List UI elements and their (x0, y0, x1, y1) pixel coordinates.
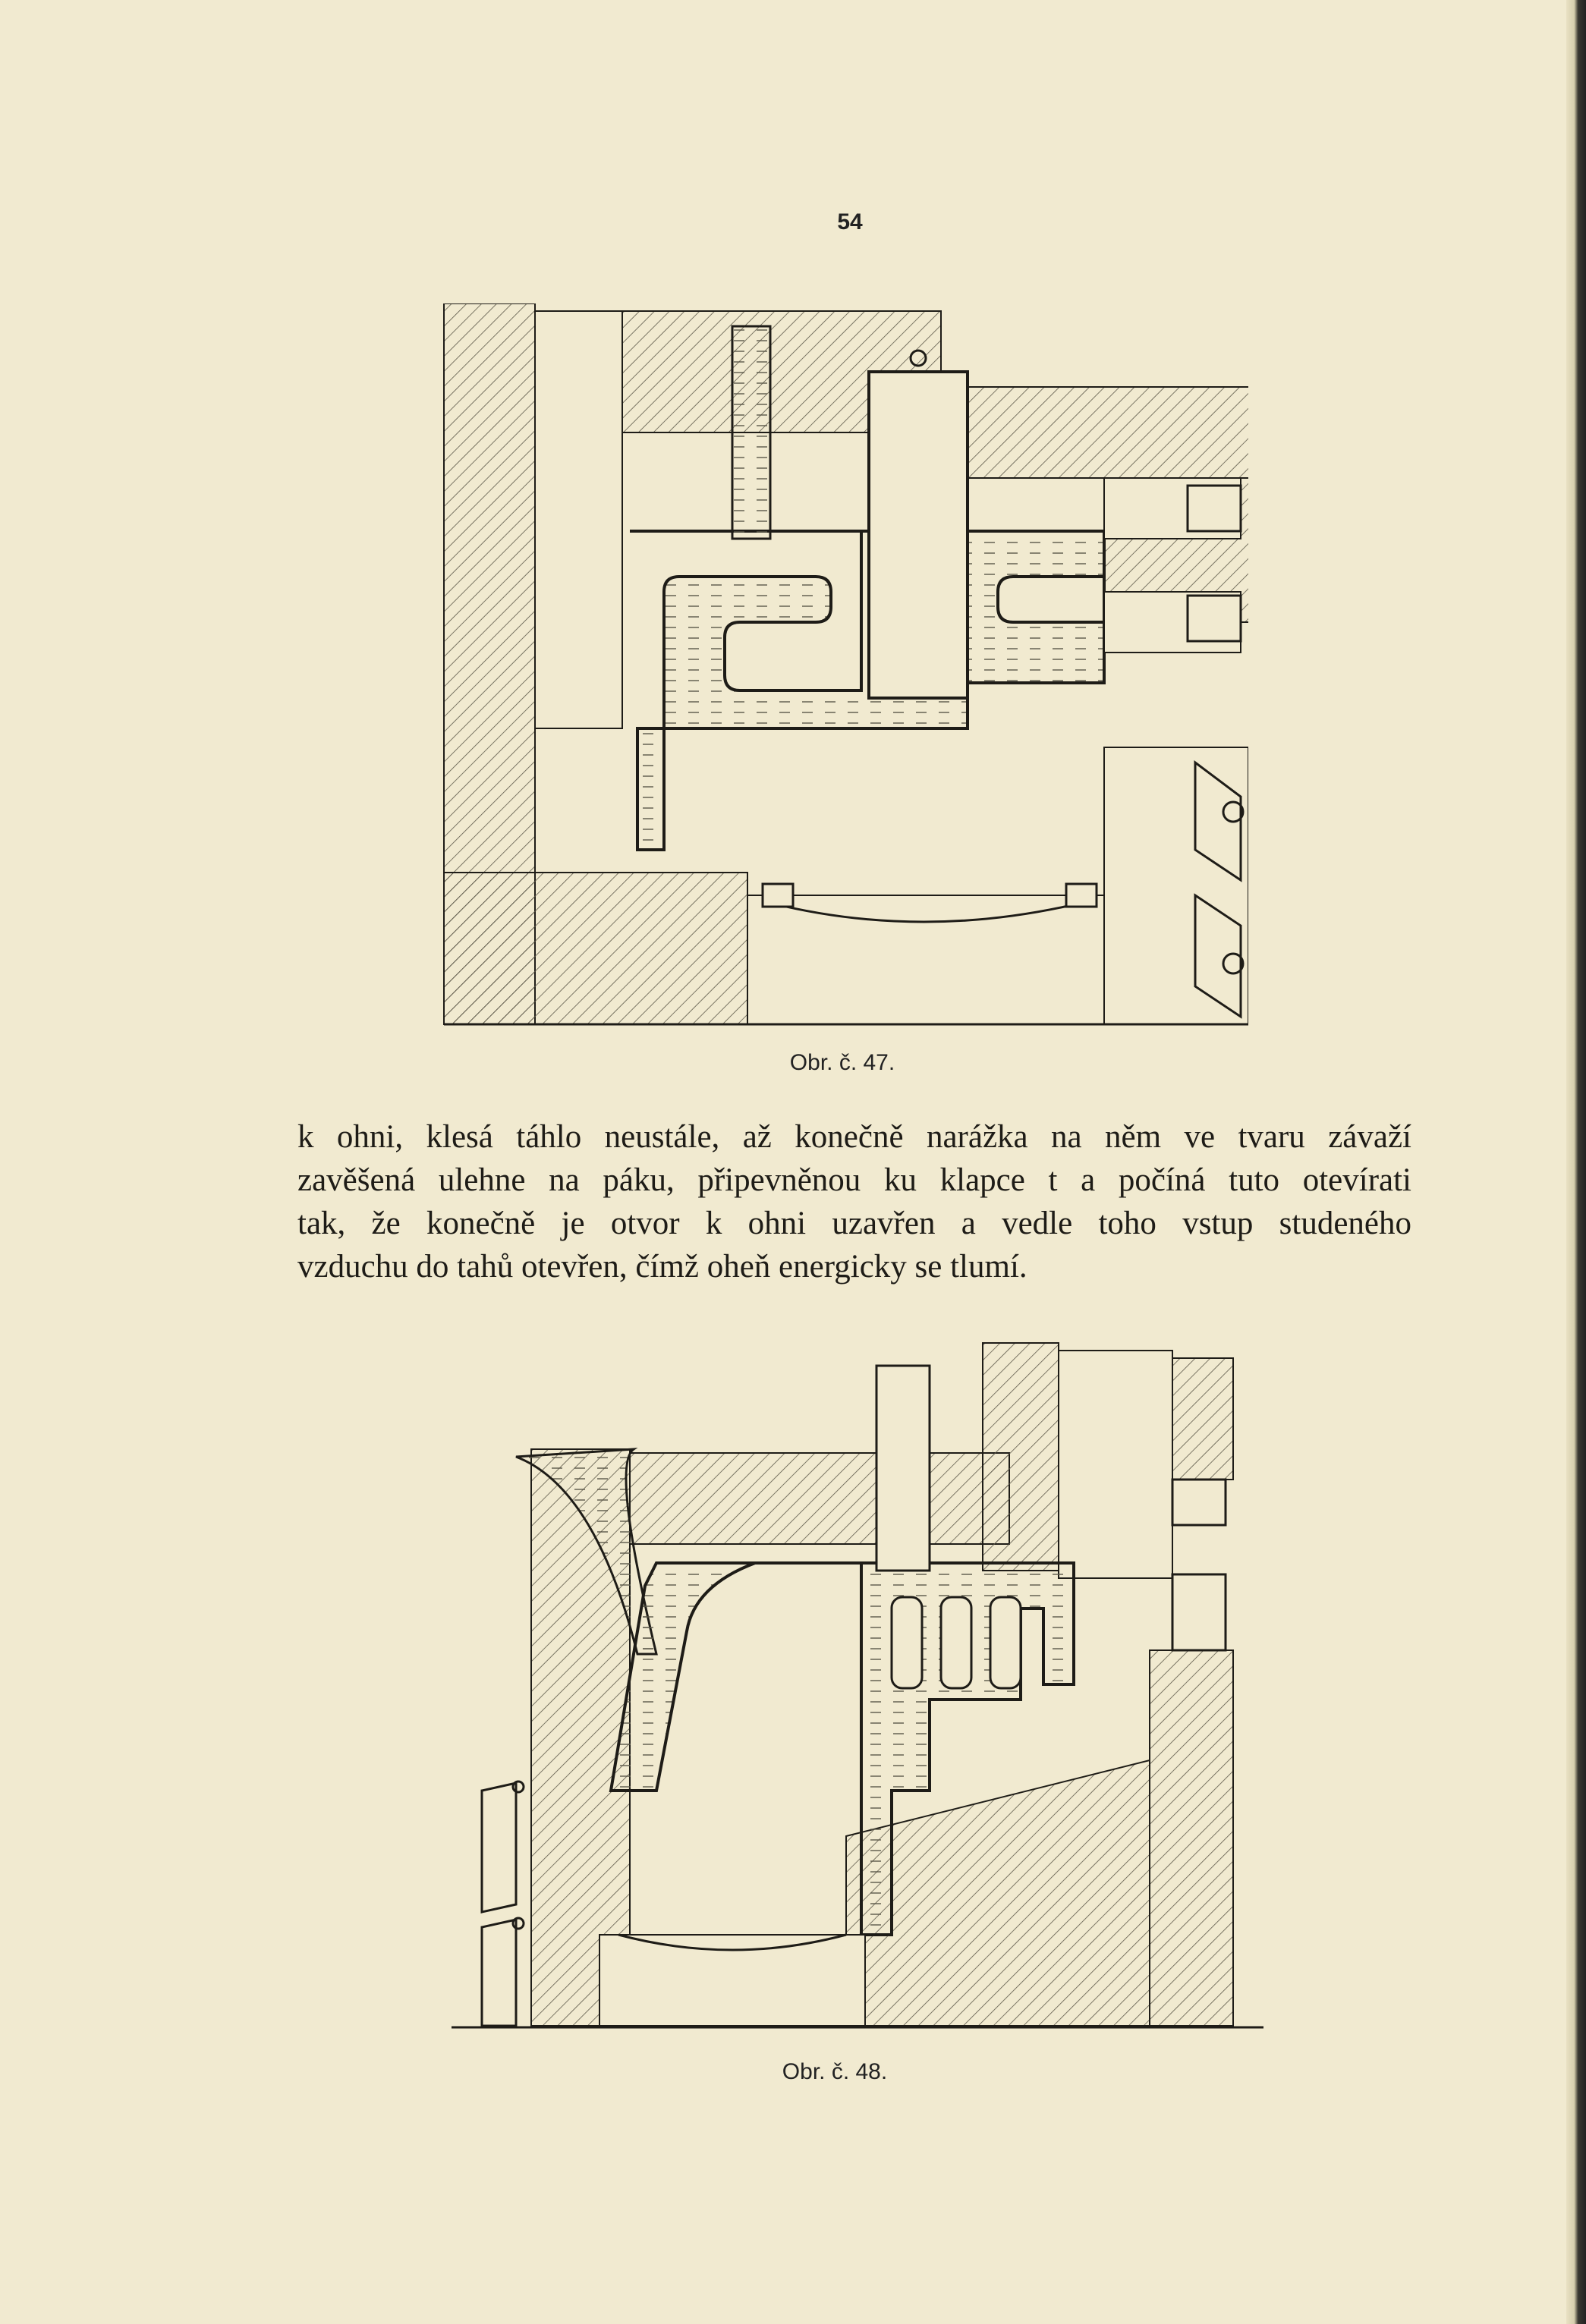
figure-47-svg (436, 303, 1248, 1039)
figure-48-drawing (436, 1335, 1271, 2041)
figure-48-svg (436, 1335, 1271, 2041)
text-line: zavěšená ulehne na páku, připevněnou ku klapce t a počíná tuto otevírati (297, 1162, 1411, 1198)
page-number: 54 (837, 209, 863, 234)
figure-48-caption: Obr. č. 48. (782, 2059, 888, 2084)
body-paragraph (297, 1115, 1411, 1288)
text-line: vzduchu do tahů otevřen, čímž oheň energicky se tlumí. (297, 1249, 1027, 1285)
text-line: k ohni, klesá táhlo neustále, až konečně narážka na něm ve tvaru závaží (297, 1119, 1411, 1155)
figure-47-caption: Obr. č. 47. (789, 1050, 895, 1075)
text-line: tak, že konečně je otvor k ohni uzavřen a vedle toho vstup studeného (297, 1206, 1411, 1241)
page-edge-shadow (1566, 0, 1586, 2324)
figure-47-drawing (436, 303, 1248, 1039)
